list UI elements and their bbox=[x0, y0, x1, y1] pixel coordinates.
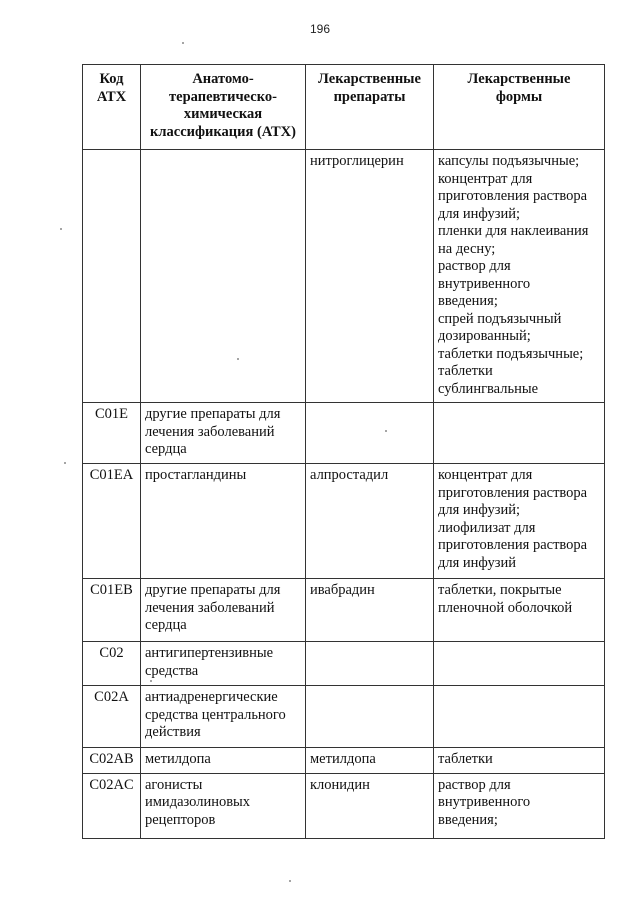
cell-forms bbox=[434, 150, 605, 403]
scan-speck bbox=[289, 880, 291, 882]
cell-line: раствор для bbox=[438, 258, 511, 274]
cell-line: средства bbox=[145, 662, 199, 679]
cell-line: пленки для наклеивания bbox=[438, 223, 589, 239]
cell-drug bbox=[306, 403, 434, 464]
cell-line: Лекарственные bbox=[467, 71, 571, 87]
cell-drug bbox=[306, 748, 434, 774]
table-row bbox=[83, 403, 605, 464]
scan-speck bbox=[182, 42, 184, 44]
cell-line: агонисты bbox=[145, 776, 203, 793]
cell-atx-code: C01EB bbox=[83, 579, 141, 642]
cell-drug bbox=[306, 464, 434, 579]
table-row bbox=[83, 686, 605, 748]
cell-forms bbox=[434, 464, 605, 579]
cell-line: концентрат для bbox=[438, 170, 533, 187]
cell-line: дозированный; bbox=[438, 328, 531, 344]
cell-line: алпростадил bbox=[310, 467, 389, 483]
cell-line: химическая bbox=[183, 106, 263, 122]
cell-atx-code bbox=[83, 150, 141, 403]
cell-line: Анатомо- bbox=[192, 71, 254, 87]
cell-line: антигипертензивные bbox=[145, 645, 274, 661]
cell-line: сублингвальные bbox=[438, 380, 539, 397]
table-row bbox=[83, 748, 605, 774]
cell-line: раствор для bbox=[438, 776, 511, 793]
scan-speck bbox=[60, 228, 62, 230]
cell-classification bbox=[141, 579, 306, 642]
cell-line: Код bbox=[99, 71, 124, 87]
table-row bbox=[83, 464, 605, 579]
cell-line: таблетки bbox=[438, 751, 493, 767]
cell-line: клонидин bbox=[310, 776, 370, 793]
cell-line: простагландины bbox=[145, 467, 247, 483]
cell-line: на десну; bbox=[438, 240, 496, 257]
cell-line: имидазолиновых bbox=[145, 794, 251, 810]
header-classification bbox=[141, 65, 306, 150]
cell-line: Лекарственные bbox=[318, 71, 421, 87]
scan-speck bbox=[150, 680, 152, 682]
page-number: 196 bbox=[309, 22, 331, 36]
cell-line: спрей подъязычный bbox=[438, 310, 562, 327]
cell-classification bbox=[141, 748, 306, 774]
cell-line: терапевтическо- bbox=[169, 88, 277, 105]
cell-line: внутривенного bbox=[438, 275, 531, 292]
cell-line: формы bbox=[495, 88, 543, 105]
cell-line: концентрат для bbox=[438, 467, 533, 483]
header-forms bbox=[434, 65, 605, 150]
cell-classification bbox=[141, 686, 306, 748]
cell-drug bbox=[306, 150, 434, 403]
scan-speck bbox=[385, 430, 387, 432]
header-drugs bbox=[306, 65, 434, 150]
cell-line: таблетки bbox=[438, 363, 493, 379]
table-header-row bbox=[83, 65, 605, 150]
cell-line: ивабрадин bbox=[310, 582, 375, 598]
scan-speck bbox=[64, 462, 66, 464]
cell-drug bbox=[306, 642, 434, 686]
cell-classification bbox=[141, 464, 306, 579]
cell-drug bbox=[306, 686, 434, 748]
cell-atx-code: C02 bbox=[83, 642, 141, 686]
cell-classification bbox=[141, 403, 306, 464]
cell-line: антиадренергические bbox=[145, 689, 278, 705]
header-code bbox=[83, 65, 141, 150]
cell-atx-code: C02A bbox=[83, 686, 141, 748]
cell-forms bbox=[434, 773, 605, 838]
cell-classification bbox=[141, 150, 306, 403]
cell-line: лечения заболеваний bbox=[145, 599, 275, 616]
cell-line: сердца bbox=[145, 617, 187, 633]
cell-classification bbox=[141, 642, 306, 686]
cell-line: внутривенного bbox=[438, 794, 531, 810]
cell-drug bbox=[306, 773, 434, 838]
cell-forms bbox=[434, 642, 605, 686]
table-row bbox=[83, 642, 605, 686]
cell-line: для инфузий bbox=[438, 554, 516, 571]
table-body bbox=[83, 150, 605, 839]
atx-drug-table bbox=[82, 64, 605, 839]
cell-atx-code: C02AB bbox=[83, 748, 141, 774]
cell-line: пленочной оболочкой bbox=[438, 599, 573, 616]
cell-atx-code: C01E bbox=[83, 403, 141, 464]
table-row bbox=[83, 773, 605, 838]
cell-line: действия bbox=[145, 724, 201, 740]
cell-atx-code: C02AC bbox=[83, 773, 141, 838]
cell-line: лиофилизат для bbox=[438, 519, 536, 536]
cell-line: метилдопа bbox=[310, 751, 376, 767]
cell-line: капсулы подъязычные; bbox=[438, 153, 580, 169]
cell-forms bbox=[434, 748, 605, 774]
table-row bbox=[83, 150, 605, 403]
cell-line: введения; bbox=[438, 811, 498, 828]
cell-atx-code: C01EA bbox=[83, 464, 141, 579]
cell-drug bbox=[306, 579, 434, 642]
cell-line: нитроглицерин bbox=[310, 153, 404, 169]
cell-line: введения; bbox=[438, 293, 498, 309]
cell-line: таблетки, покрытые bbox=[438, 582, 562, 598]
cell-forms bbox=[434, 579, 605, 642]
scan-speck bbox=[237, 358, 239, 360]
cell-line: для инфузий; bbox=[438, 502, 520, 518]
cell-classification bbox=[141, 773, 306, 838]
cell-line: приготовления раствора bbox=[438, 484, 588, 501]
cell-line: препараты bbox=[333, 88, 406, 105]
cell-line: другие препараты для bbox=[145, 406, 281, 422]
cell-forms bbox=[434, 403, 605, 464]
cell-line: лечения заболеваний bbox=[145, 423, 275, 440]
cell-forms bbox=[434, 686, 605, 748]
cell-line: приготовления раствора bbox=[438, 537, 588, 553]
cell-line: метилдопа bbox=[145, 751, 211, 767]
cell-line: приготовления раствора bbox=[438, 188, 588, 204]
cell-line: сердца bbox=[145, 441, 187, 457]
cell-line: для инфузий; bbox=[438, 205, 520, 222]
cell-line: таблетки подъязычные; bbox=[438, 345, 584, 362]
table-row bbox=[83, 579, 605, 642]
cell-line: рецепторов bbox=[145, 811, 216, 828]
cell-line: классификация (АТХ) bbox=[150, 123, 296, 140]
cell-line: АТХ bbox=[96, 88, 127, 105]
cell-line: средства центрального bbox=[145, 706, 286, 723]
cell-line: другие препараты для bbox=[145, 582, 281, 598]
